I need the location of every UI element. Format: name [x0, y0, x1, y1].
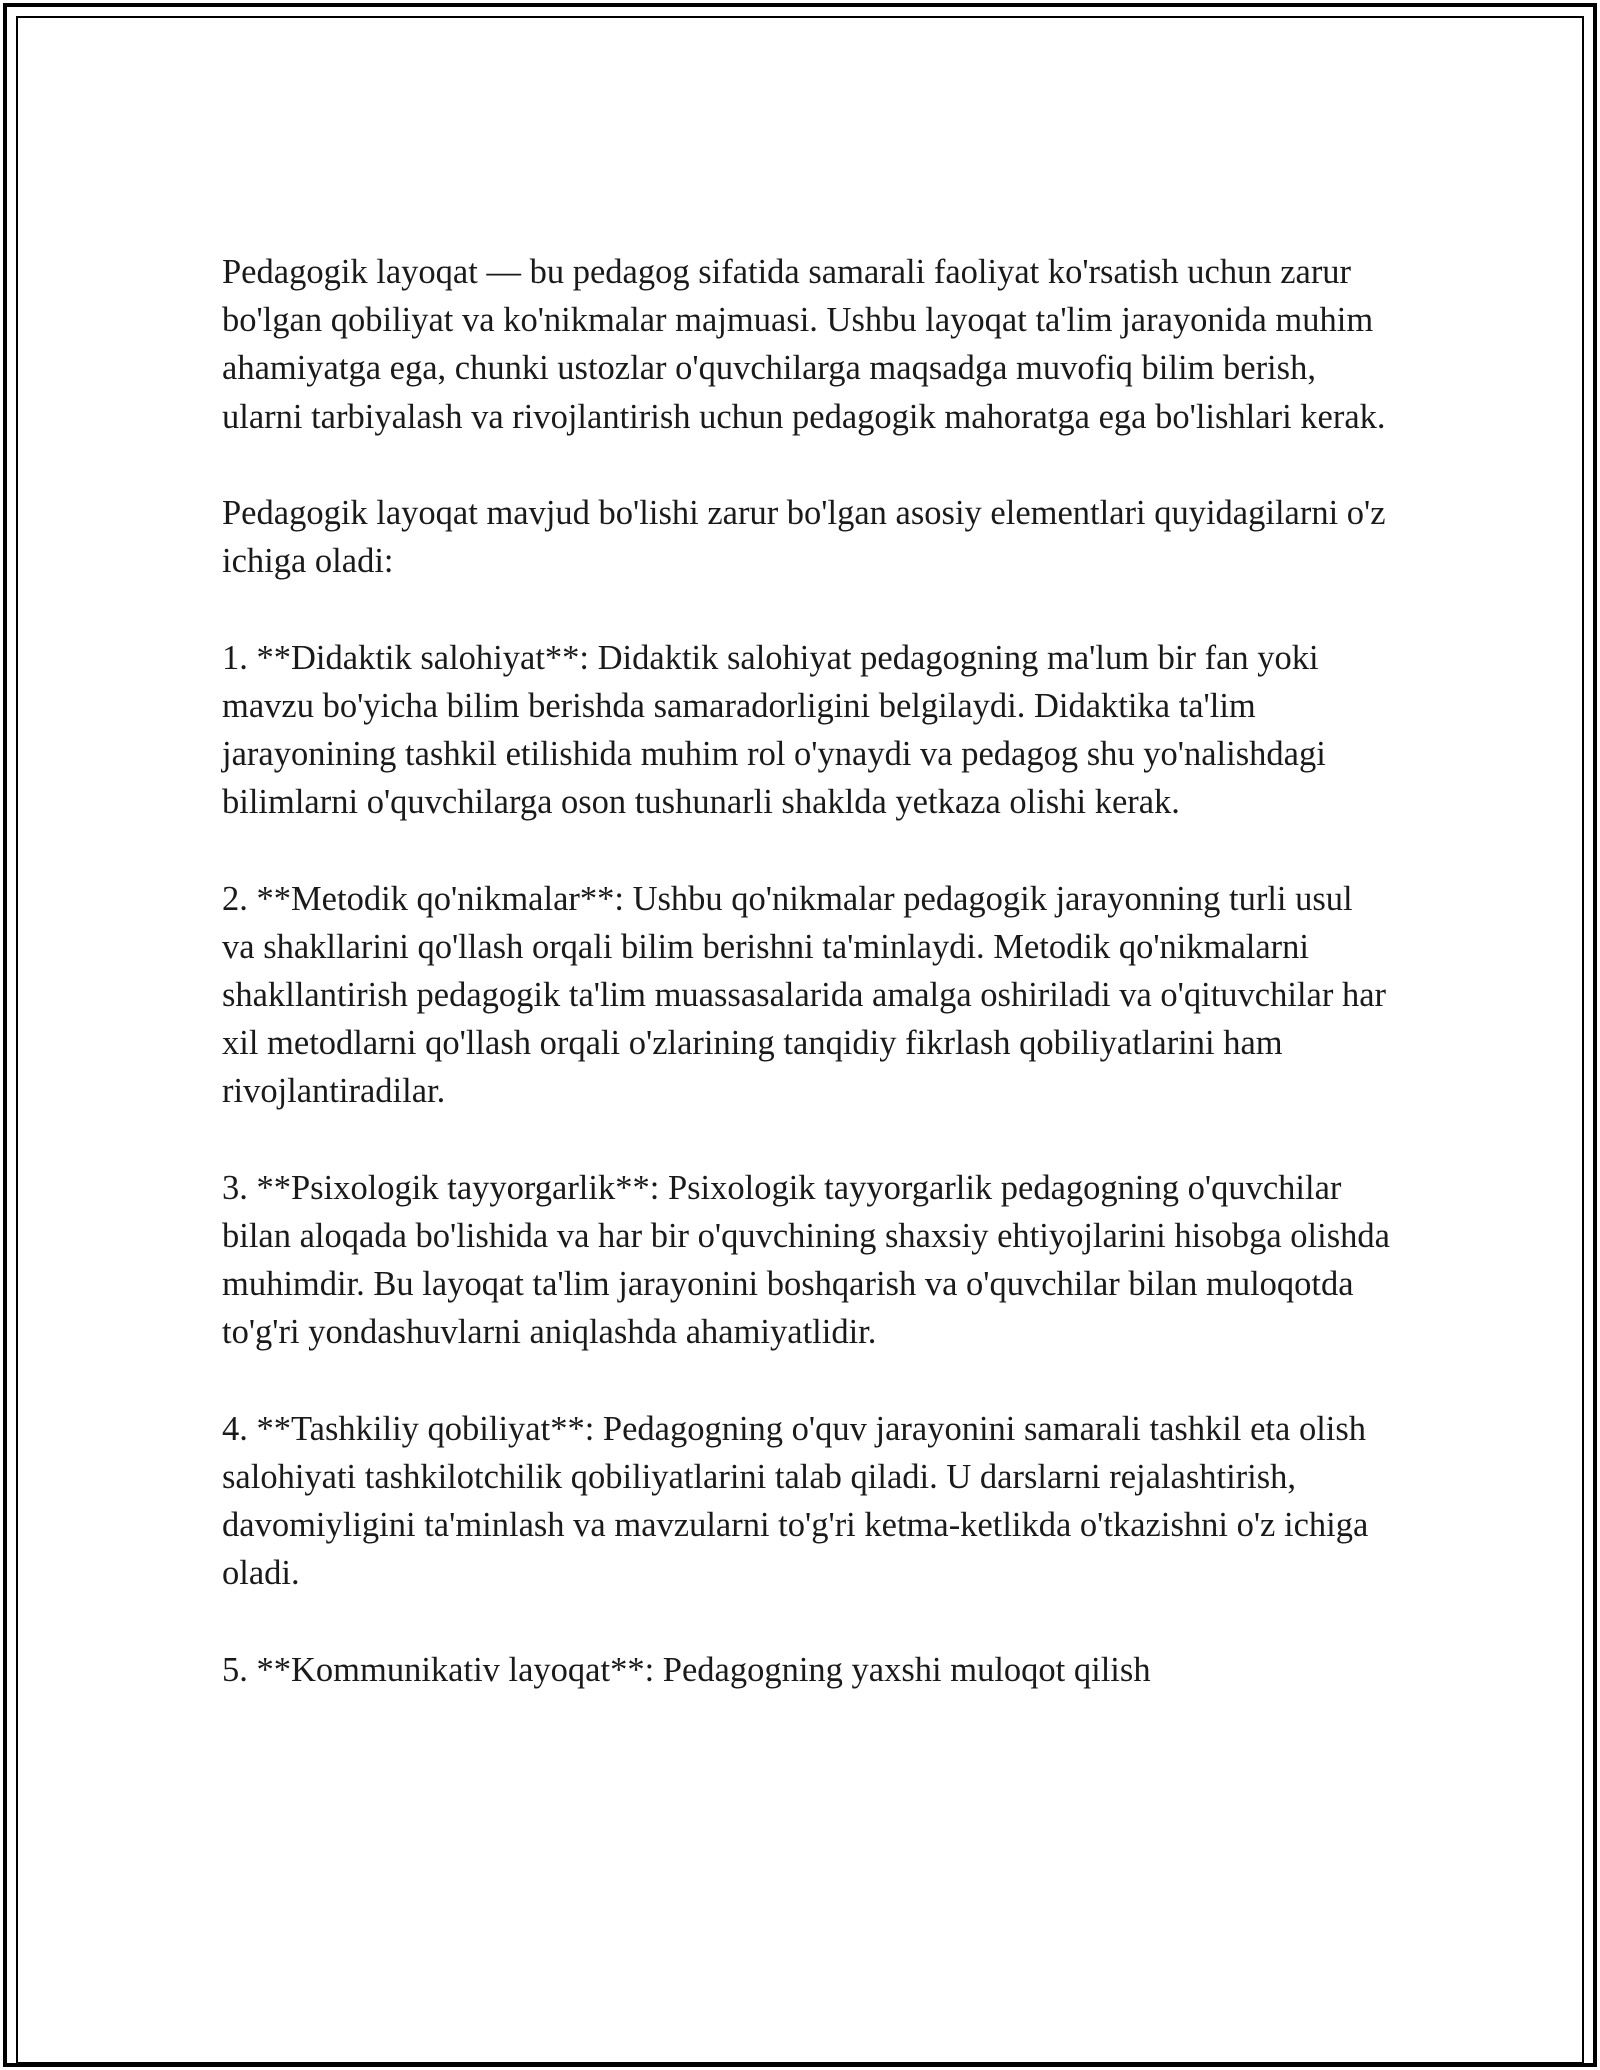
document-body [222, 248, 1392, 1742]
list-item-communicative: 5. **Kommunikativ layoqat**: Pedagogning yaxshi muloqot qilish [222, 1650, 1151, 1689]
list-item-psychological: 3. **Psixologik tayyorgarlik**: Psixologik tayyorgarlik pedagogning o'quvchilar bilan aloqada bo'lishida va har bir o'quvchining shaxsiy ehtiyojlarini hisobga olishda muhimdir. Bu layoqat ta'lim jarayonini boshqarish va o'quvchilar bilan muloqotda to'g'ri yondashuvlarni aniqlashda ahamiyatlidir. [222, 1168, 1390, 1352]
elements-intro-paragraph: Pedagogik layoqat mavjud bo'lishi zarur bo'lgan asosiy elementlari quyidagilarni o'z ichiga oladi: [222, 494, 1386, 581]
list-item-methodical: 2. **Metodik qo'nikmalar**: Ushbu qo'nikmalar pedagogik jarayonning turli usul va shakllarini qo'llash orqali bilim berishni ta'minlaydi. Metodik qo'nikmalarni shakllantirish pedagogik ta'lim muassasalarida amalga oshiriladi va o'qituvchilar har xil metodlarni qo'llash orqali o'zlarining tanqidiy fikrlash qobiliyatlarini ham rivojlantiradilar. [222, 879, 1387, 1111]
intro-paragraph: Pedagogik layoqat — bu pedagog sifatida samarali faoliyat ko'rsatish uchun zarur bo'lgan qobiliyat va ko'nikmalar majmuasi. Ushbu layoqat ta'lim jarayonida muhim ahamiyatga ega, chunki ustozlar o'quvchilarga maqsadga muvofiq bilim berish, ularni tarbiyalash va rivojlantirish uchun pedagogik mahoratga ega bo'lishlari kerak. [222, 253, 1386, 436]
list-item-organizational: 4. **Tashkiliy qobiliyat**: Pedagogning o'quv jarayonini samarali tashkil eta olish salohiyati tashkilotchilik qobiliyatlarini talab qiladi. U darslarni rejalashtirish, davomiyligini ta'minlash va mavzularni to'g'ri ketma-ketlikda o'tkazishni o'z ichiga oladi. [222, 1409, 1369, 1593]
list-item-didactic: 1. **Didaktik salohiyat**: Didaktik salohiyat pedagogning ma'lum bir fan yoki mavzu bo'yicha bilim berishda samaradorligini belgilaydi. Didaktika ta'lim jarayonining tashkil etilishida muhim rol o'ynaydi va pedagog shu yo'nalishdagi bilimlarni o'quvchilarga oson tushunarli shaklda yetkaza olishi kerak. [222, 638, 1326, 822]
